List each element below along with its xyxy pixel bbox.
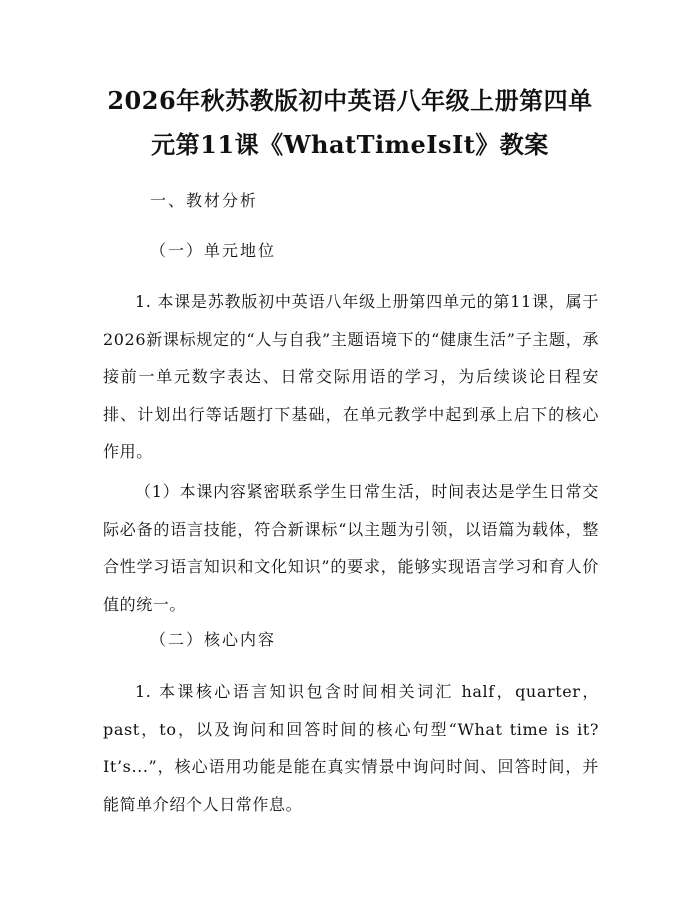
section-heading-textbook-analysis: 一、教材分析 bbox=[150, 191, 259, 210]
paragraph-unit-position: 1. 本课是苏教版初中英语八年级上册第四单元的第11课，属于2026新课标规定的“人与自我”主题语境下的“健康生活”子主题，承接前一单元数字表达、日常交际用语的学习，为后续谈论日程安排、计划出行等话题打下基础，在单元教学中起到承上启下的核心作用。 bbox=[103, 292, 599, 462]
subsection-heading-core-content: （二）核心内容 bbox=[150, 630, 277, 649]
document-title-line-1: 2026年秋苏教版初中英语八年级上册第四单 bbox=[107, 86, 593, 115]
paragraph-content-relevance: （1）本课内容紧密联系学生日常生活，时间表达是学生日常交际必备的语言技能，符合新课标“以主题为引领，以语篇为载体，整合性学习语言知识和文化知识”的要求，能够实现语言学习和育人价值的统一。 bbox=[103, 482, 599, 614]
paragraph-core-content: 1. 本课核心语言知识包含时间相关词汇 half，quarter，past，to，以及询问和回答时间的核心句型“What time is it? It’s...”，核心语用功能是能在真实情景中询问时间、回答时间，并能简单介绍个人日常作息。 bbox=[103, 682, 599, 814]
document-title-line-2: 元第11课《WhatTimeIsIt》教案 bbox=[151, 130, 549, 159]
subsection-heading-unit-position: （一）单元地位 bbox=[150, 241, 277, 260]
